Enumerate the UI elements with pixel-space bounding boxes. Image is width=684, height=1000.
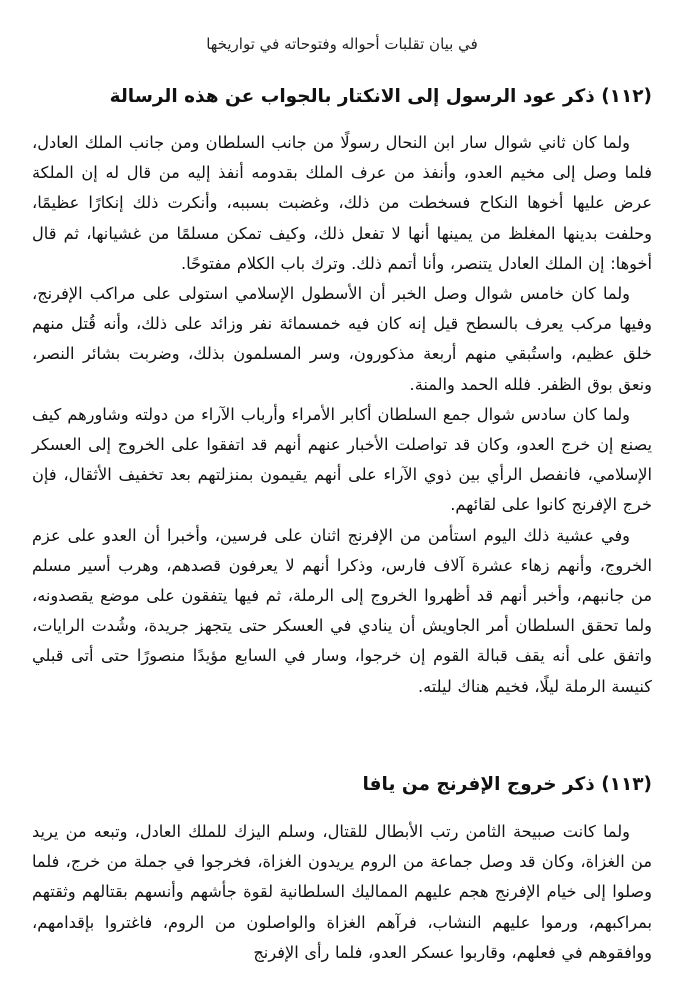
paragraph: ولما كانت صبيحة الثامن رتب الأبطال للقتال، وسلم اليزك للملك العادل، وتبعه من يريد من الغزاة، وكان قد وصل جماعة من الروم يريدون الغزاة، فخرجوا في جملة من خرج، فلما وصلوا إلى خيام الإفرنج هجم عليهم المماليك السلطانية لقوة جأشهم وأنسهم بقتالهم وثقتهم بمراكبهم، ورموا عليهم النشاب، فرآهم الغزاة والواصلون من الروم، فاغتروا بإقدامهم، ووافقوهم في فعلهم، وقاربوا عسكر العدو، فلما رأى الإفرنج: [32, 822, 652, 962]
paragraph: ولما كان ثاني شوال سار ابن النحال رسولًا من جانب السلطان ومن جانب الملك العادل، فلما وصل إلى مخيم العدو، وأنفذ من عرف الملك بقدومه أنفذ إليه من قال له إن الملكة عرض عليها أخوها النكاح فسخطت من ذلك، وغضبت بسببه، وأنكرت ذلك إنكارًا عظيمًا، وحلفت بدينها المغلظ من يمينها أنها لا تفعل ذلك، وكيف تمكن مسلمًا من غشيانها، ثم قال أخوها: إن الملك العادل يتنصر، وأنا أتمم ذلك. وترك باب الكلام مفتوحًا.: [32, 133, 652, 273]
paragraph: ولما كان سادس شوال جمع السلطان أكابر الأمراء وأرباب الآراء من دولته وشاورهم كيف يصنع إن خرج العدو، وكان قد تواصلت الأخبار عنهم أنهم قد اتفقوا على الخروج إلى العسكر الإسلامي، فانفصل الرأي بين ذوي الآراء على أنهم يقيمون بمنزلتهم بعد تخفيف الأثقال، فإن خرج الإفرنج كانوا على لقائهم.: [32, 404, 652, 515]
section-113-body: [32, 817, 652, 968]
paragraph: ولما كان خامس شوال وصل الخبر أن الأسطول الإسلامي استولى على مراكب الإفرنج، وفيها مركب يعرف بالسطح قيل إنه كان فيه خمسمائة نفر وزائد على ذلك، وأنه قُتل منهم خلق عظيم، واستُبقي منهم أربعة مذكورون، وسر المسلمون بذلك، وضربت بشائر النصر، ونعق بوق الظفر. فلله الحمد والمنة.: [32, 284, 652, 394]
section-heading-113: (١١٣) ذكر خروج الإفرنج من يافا: [362, 774, 652, 795]
paragraph: وفي عشية ذلك اليوم استأمن من الإفرنج اثنان على فرسين، وأخبرا أن العدو على عزم الخروج، وأنهم زهاء عشرة آلاف فارس، وذكرا أنهم لا يعرفون قصدهم، وهرب أسير مسلم من جانبهم، وأخبر أنهم قد أظهروا الخروج إلى الرملة، ثم فيها يتفقون على موضع يقصدونه، ولما تحقق السلطان أمر الجاويش أن ينادي في العسكر حتى يتجهز جريدة، وشُدت الرايات، واتفق على أنه يقف قبالة القوم إن خرجوا، وسار في السابع مؤيدًا منصورًا حتى أتى قبلي كنيسة الرملة ليلًا، فخيم هناك ليلته.: [32, 525, 652, 696]
section-heading-112: (١١٢) ذكر عود الرسول إلى الانكتار بالجواب عن هذه الرسالة: [109, 86, 652, 107]
section-112-body: [32, 128, 652, 702]
running-header: في بيان تقلبات أحواله وفتوحاته في تواريخها: [206, 35, 478, 53]
